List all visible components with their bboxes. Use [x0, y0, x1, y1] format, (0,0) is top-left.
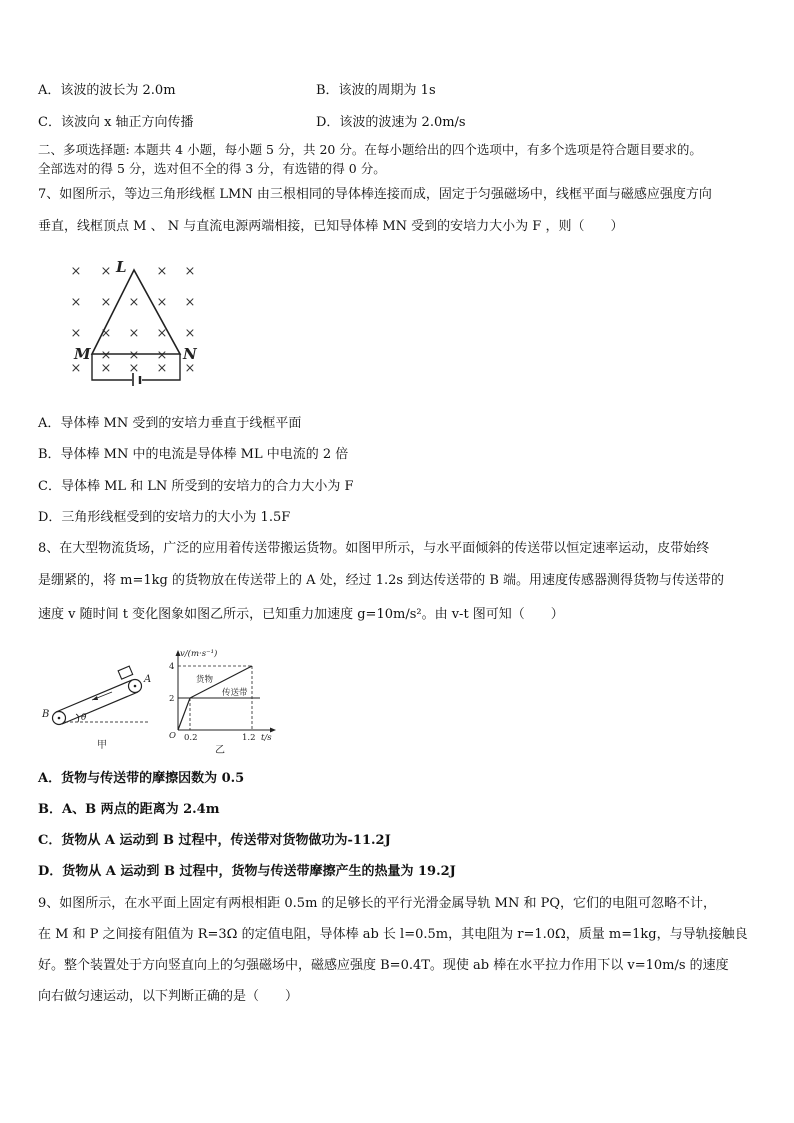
q7-option-a: A．导体棒 MN 受到的安培力垂直于线框平面: [38, 416, 302, 431]
q8-conveyor-figure: [40, 662, 160, 752]
q8-option-a: A．货物与传送带的摩擦因数为 0.5: [38, 771, 245, 786]
field-cross: ×: [184, 295, 196, 310]
field-cross: ×: [184, 361, 196, 376]
circuit-wire-left: [92, 354, 132, 380]
x-tick-02: 0.2: [184, 733, 198, 743]
field-cross: ×: [70, 326, 82, 341]
section2-heading: 二、多项选择题: 本题共 4 小题，每小题 5 分，共 20 分。在每小题给出的四个选项中，有多个选项是符合题目要求的。: [38, 142, 702, 157]
field-cross: ×: [128, 326, 140, 341]
field-cross: ×: [156, 326, 168, 341]
cargo-box: [118, 666, 133, 679]
q8-option-c: C．货物从 A 运动到 B 过程中，传送带对货物做功为-11.2J: [38, 833, 391, 848]
q9-stem-line1: 9、如图所示，在水平面上固定有两根相距 0.5m 的足够长的平行光滑金属导轨 MN 和 PQ，它们的电阻可忽略不计，: [38, 896, 717, 911]
q7-triangle-figure: [62, 256, 212, 386]
q8-stem-line1: 8、在大型物流货场，广泛的应用着传送带搬运货物。如图甲所示，与水平面倾斜的传送带以恒定速率运动，皮带始终: [38, 541, 710, 556]
field-cross: ×: [156, 264, 168, 279]
x-tick-12: 1.2: [242, 733, 256, 743]
theta-label: θ: [81, 713, 87, 723]
field-cross: ×: [128, 348, 140, 363]
q6-option-a: A．该波的波长为 2.0m: [38, 83, 176, 98]
field-cross: ×: [184, 264, 196, 279]
x-axis-label: t/s: [261, 733, 272, 743]
q7-option-d: D．三角形线框受到的安培力的大小为 1.5F: [38, 510, 291, 525]
q7-stem-line2: 垂直，线框顶点 M 、 N 与直流电源两端相接，已知导体棒 MN 受到的安培力大小为 F ，则（ ）: [38, 219, 624, 234]
belt-top: [56, 680, 132, 712]
q9-stem-line4: 向右做匀速运动，以下判断正确的是（ ）: [38, 989, 299, 1004]
q9-stem-line2: 在 M 和 P 之间接有阻值为 R=3Ω 的定值电阻，导体棒 ab 长 l=0.5m，其电阻为 r=1.0Ω，质量 m=1kg，与导轨接触良: [38, 927, 748, 942]
q9-stem-line3: 好。整个装置处于方向竖直向上的匀强磁场中，磁感应强度 B=0.4T。现使 ab 棒在水平拉力作用下以 v=10m/s 的速度: [38, 958, 729, 973]
q6-option-b: B．该波的周期为 1s: [316, 83, 436, 98]
field-cross: ×: [128, 361, 140, 376]
point-a-label: A: [144, 674, 152, 685]
belt-line-label: 传送带: [222, 688, 248, 698]
cargo-line-label: 货物: [196, 675, 214, 685]
q8-option-b: B．A、B 两点的距离为 2.4m: [38, 802, 220, 817]
field-cross: ×: [128, 295, 140, 310]
field-cross: ×: [184, 326, 196, 341]
field-cross: ×: [70, 361, 82, 376]
q8-stem-line3: 速度 v 随时间 t 变化图象如图乙所示，已知重力加速度 g=10m/s²。由 v-t 图可知（ ）: [38, 607, 564, 622]
point-b-label: B: [42, 709, 50, 720]
field-cross: ×: [100, 361, 112, 376]
y-tick-2: 2: [169, 694, 175, 704]
vertex-n-label: N: [183, 345, 197, 363]
figure-caption-jia: 甲: [97, 740, 107, 751]
q7-option-b: B．导体棒 MN 中的电流是导体棒 ML 中电流的 2 倍: [38, 447, 349, 462]
q7-stem-line1: 7、如图所示，等边三角形线框 LMN 由三根相同的导体棒连接而成，固定于匀强磁场中，线框平面与磁感应强度方向: [38, 187, 712, 202]
q8-stem-line2: 是绷紧的，将 m=1kg 的货物放在传送带上的 A 处，经过 1.2s 到达传送带的 B 端。用速度传感器测得货物与传送带的: [38, 573, 725, 588]
field-cross: ×: [70, 295, 82, 310]
field-cross: ×: [70, 264, 82, 279]
field-cross: ×: [156, 295, 168, 310]
vertex-m-label: M: [74, 345, 91, 363]
q6-option-c: C．该波向 x 轴正方向传播: [38, 115, 194, 130]
field-cross: ×: [100, 295, 112, 310]
y-tick-4: 4: [169, 662, 175, 672]
figure-caption-yi: 乙: [215, 745, 225, 756]
q7-option-c: C．导体棒 ML 和 LN 所受到的安培力的合力大小为 F: [38, 479, 354, 494]
field-cross: ×: [156, 348, 168, 363]
q8-vt-graph: [160, 646, 280, 756]
q6-option-d: D．该波的波速为 2.0m/s: [316, 115, 466, 130]
field-cross: ×: [100, 326, 112, 341]
field-cross: ×: [156, 361, 168, 376]
origin-label: O: [169, 731, 176, 741]
q8-option-d: D．货物从 A 运动到 B 过程中，货物与传送带摩擦产生的热量为 19.2J: [38, 864, 456, 879]
y-axis-label: v/(m·s⁻¹): [180, 649, 218, 659]
field-cross: ×: [100, 348, 112, 363]
triangle-frame: [92, 270, 180, 354]
vertex-l-label: L: [116, 258, 127, 276]
section2-heading-line2: 全部选对的得 5 分，选对但不全的得 3 分，有选错的得 0 分。: [38, 161, 386, 176]
field-cross: ×: [100, 264, 112, 279]
